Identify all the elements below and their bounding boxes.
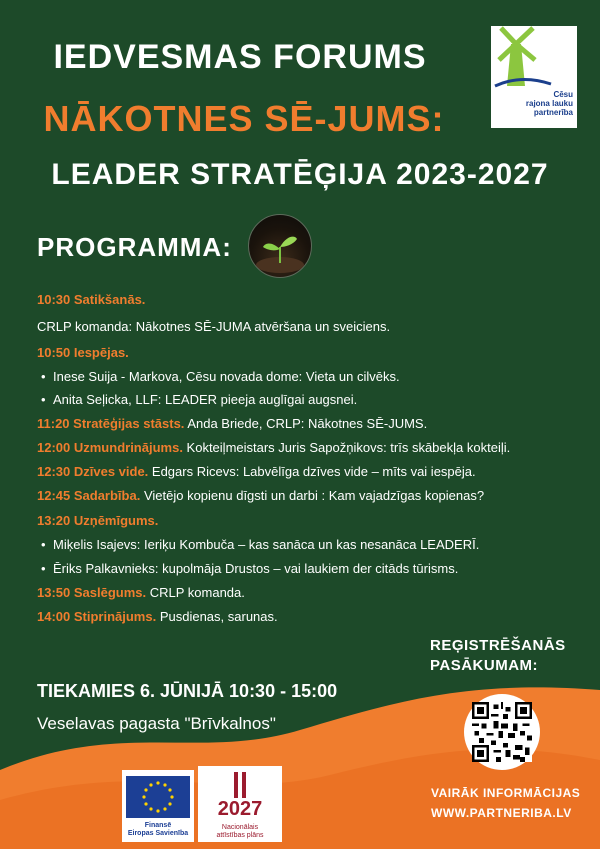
logo-text: [519, 90, 573, 117]
agenda-time: 12:00 Uzmundrinājums.: [37, 440, 183, 455]
agenda-item: [37, 319, 390, 334]
agenda-item: [37, 392, 357, 407]
nap-year: 2027: [217, 798, 263, 820]
more-info: [431, 783, 580, 823]
logo-line-2: rajona lauku: [525, 99, 573, 108]
sprout-icon: [248, 214, 312, 278]
nap-caption: [198, 824, 282, 840]
registration-label: [430, 636, 566, 676]
nap-line-1: Nacionālais: [221, 824, 259, 831]
title-line-2: NĀKOTNES SĒ-JUMS:: [43, 98, 445, 139]
agenda-item: [37, 440, 510, 455]
eu-line-2: Eiropas Savienība: [127, 830, 189, 837]
eu-caption: [122, 822, 194, 838]
agenda-time: 11:20 Stratēģijas stāsts.: [37, 416, 185, 431]
registration-line-2: PASĀKUMAM:: [430, 657, 539, 674]
agenda-time: 12:45 Sadarbība.: [37, 488, 141, 503]
agenda-item: [37, 292, 145, 307]
registration-line-1: REĢISTRĒŠANĀS: [430, 637, 566, 654]
qr-code-icon[interactable]: [472, 702, 532, 762]
agenda-item: [37, 369, 400, 384]
agenda-item: [37, 585, 245, 600]
agenda-text: CRLP komanda.: [146, 585, 245, 600]
agenda-item: [37, 488, 484, 503]
event-date: TIEKAMIES 6. JŪNIJĀ 10:30 - 15:00: [37, 681, 338, 701]
eu-logo: [122, 770, 194, 842]
nap-bars-icon: [198, 768, 282, 800]
agenda-text: Anda Briede, CRLP: Nākotnes SĒ-JUMS.: [184, 416, 428, 431]
agenda-text: Ēriks Palkavnieks: kupolmāja Drustos – vai laukiem der citāds tūrisms.: [53, 561, 459, 576]
agenda-item: [37, 609, 278, 624]
logo-line-1: Cēsu: [553, 90, 573, 99]
nap-logo: [198, 766, 282, 842]
agenda-text: Edgars Ricevs: Labvēlīga dzīves vide – mīts vai iespēja.: [148, 464, 476, 479]
agenda-text: Pusdienas, sarunas.: [156, 609, 278, 624]
agenda-text: Anita Seļicka, LLF: LEADER pieeja auglīgai augsnei.: [53, 392, 358, 407]
title-line-3: LEADER STRATĒĢIJA 2023-2027: [51, 158, 549, 191]
eu-flag-icon: [126, 776, 190, 818]
agenda-text: Kokteiļmeistars Juris Sapožņikovs: trīs skābekļa kokteiļi.: [182, 440, 511, 455]
nap-line-2: attīstības plāns: [216, 832, 264, 839]
agenda-time: 10:50 Iespējas.: [37, 345, 129, 360]
partnership-logo: [491, 26, 577, 128]
agenda-item: [37, 537, 479, 552]
agenda-time: 14:00 Stiprinājums.: [37, 609, 157, 624]
event-venue: Veselavas pagasta "Brīvkalnos": [37, 714, 276, 733]
agenda-item: [37, 416, 427, 431]
agenda-item: [37, 345, 129, 360]
agenda-text: Miķelis Isajevs: Ieriķu Kombuča – kas sanāca un kas nesanāca LEADERĪ.: [53, 537, 480, 552]
agenda-item: [37, 513, 158, 528]
agenda-text: Inese Suija - Markova, Cēsu novada dome: Vieta un cilvēks.: [53, 369, 400, 384]
title-line-1: IEDVESMAS FORUMS: [53, 38, 427, 76]
agenda-time: 13:50 Saslēgums.: [37, 585, 147, 600]
windmill-icon: [491, 26, 577, 90]
website-link[interactable]: WWW.PARTNERIBA.LV: [431, 806, 572, 820]
agenda-item: [37, 464, 476, 479]
agenda-time: 12:30 Dzīves vide.: [37, 464, 149, 479]
eu-line-1: Finansē: [144, 822, 172, 829]
agenda-text: CRLP komanda: Nākotnes SĒ-JUMA atvēršana un sveiciens.: [37, 319, 391, 334]
logo-line-3: partnerība: [533, 108, 573, 117]
program-title: PROGRAMMA:: [37, 232, 232, 262]
agenda-time: 10:30 Satikšanās.: [37, 292, 146, 307]
agenda-text: Vietējo kopienu dīgsti un darbi : Kam vajadzīgas kopienas?: [140, 488, 485, 503]
agenda-time: 13:20 Uzņēmīgums.: [37, 513, 159, 528]
more-info-line-1: VAIRĀK INFORMĀCIJAS: [431, 786, 581, 800]
agenda-item: [37, 561, 458, 576]
